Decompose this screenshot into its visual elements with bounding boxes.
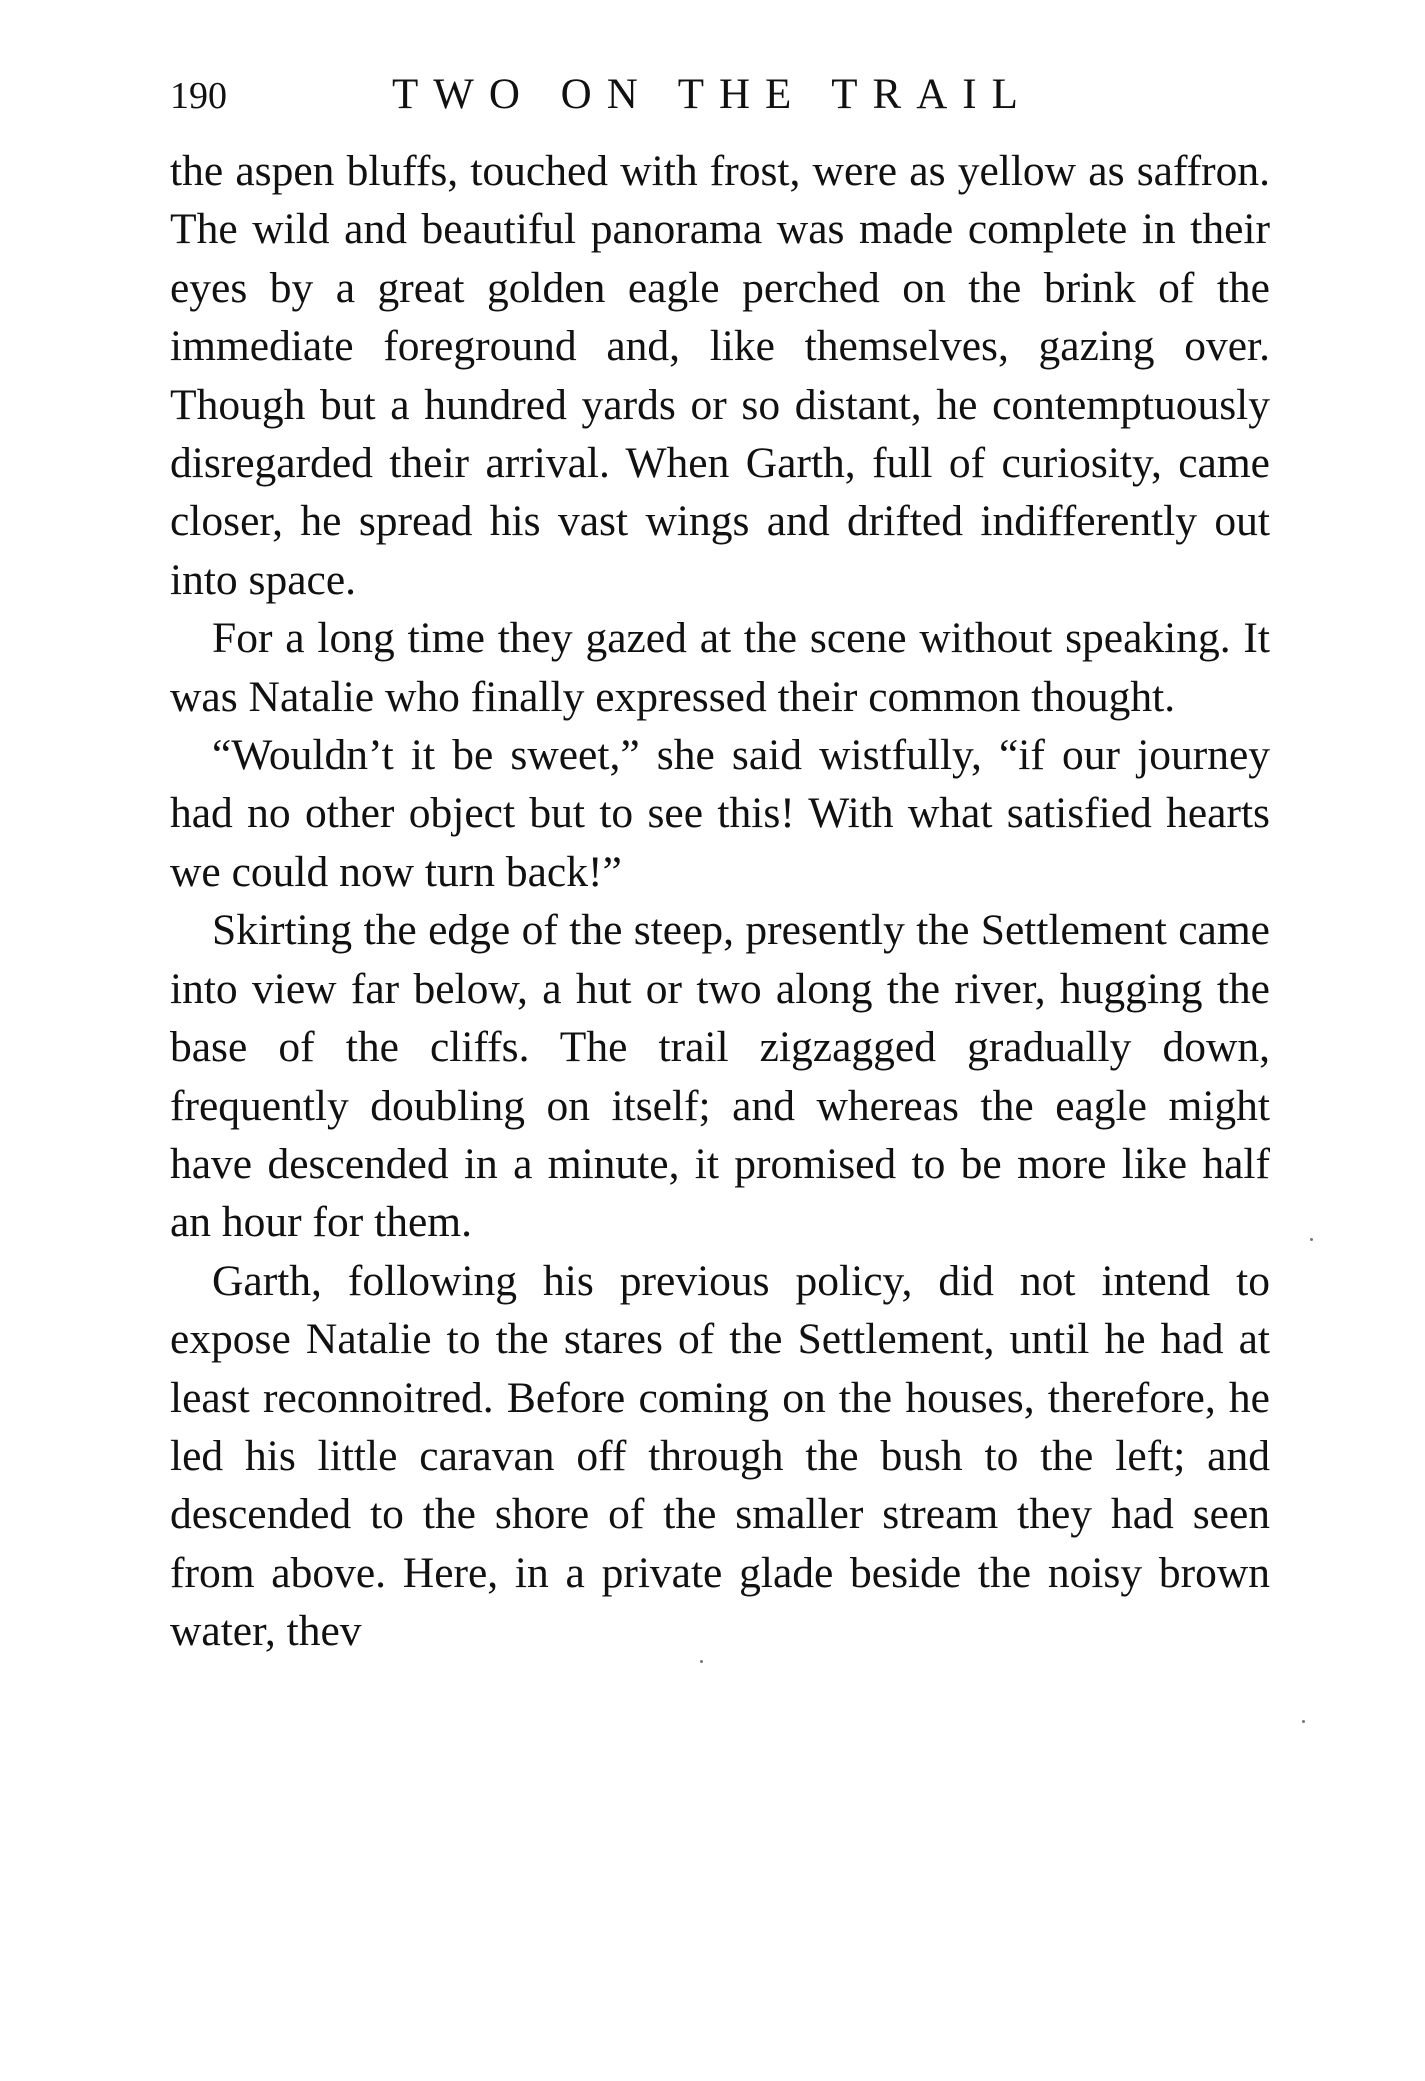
paragraph-1: the aspen bluffs, touched with frost, were as yellow as saffron. The wild and beautiful panorama was made complete in their eyes by a great golden eagle perched on the brink of the immediate foreground and, like themselves, gazing over. Though but a hundred yards or so distant, he contemptuously disregarded their arrival. When Garth, full of curiosity, came closer, he spread his vast wings and drifted indifferently out into space.: [170, 147, 1270, 604]
scan-speck: [700, 1660, 703, 1663]
paragraph-5: Garth, following his previous policy, did not intend to expose Natalie to the stares of the Settlement, until he had at least reconnoitred. Before coming on the houses, therefore, he led his little caravan off through the bush to the left; and descended to the shore of the smaller stream they had seen from above. Here, in a private glade beside the noisy brown water, thev: [170, 1256, 1270, 1656]
body-text: [170, 142, 1270, 1661]
paragraph-3: “Wouldn’t it be sweet,” she said wistfully, “if our journey had no other object but to see this! With what satisfied hearts we could now turn back!”: [170, 731, 1270, 896]
paragraph-2: For a long time they gazed at the scene without speaking. It was Natalie who finally expressed their common thought.: [170, 614, 1270, 721]
scan-speck: [1310, 1238, 1313, 1241]
scan-speck: [1302, 1720, 1305, 1723]
running-head: TWO ON THE TRAIL: [392, 71, 1033, 118]
page-header: [170, 66, 1270, 126]
page-number: 190: [170, 75, 227, 117]
paragraph-4: Skirting the edge of the steep, presently the Settlement came into view far below, a hut or two along the river, hugging the base of the cliffs. The trail zigzagged gradually down, frequently doubling on itself; and whereas the eagle might have descended in a minute, it promised to be more like half an hour for them.: [170, 906, 1270, 1247]
